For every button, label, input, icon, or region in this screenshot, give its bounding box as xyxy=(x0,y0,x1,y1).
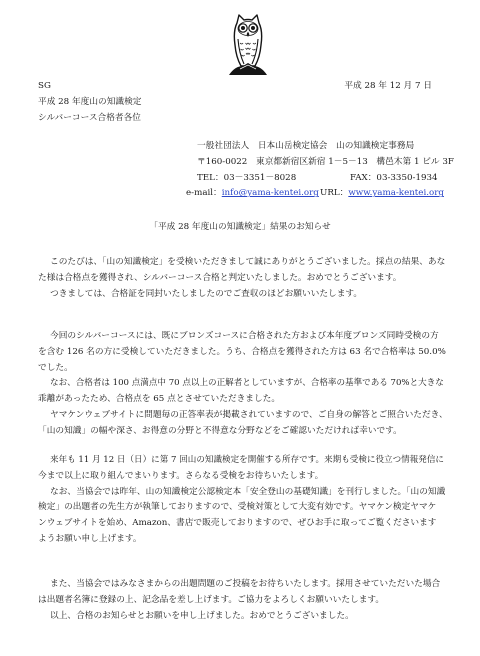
text-line: ンウェブサイトを始め、Amazon、書店で販売しておりますので、ぜひお手に取ってご覧くださいます xyxy=(38,518,437,529)
paragraph xyxy=(38,408,448,440)
text-line: なお、当協会では昨年、山の知識検定公認検定本「安全登山の基礎知識」を刊行しました。「山の知識 xyxy=(50,486,446,497)
text-line: ようお願い申し上げます。 xyxy=(38,533,142,544)
paragraph xyxy=(38,453,445,485)
email-label: e-mail： xyxy=(186,188,222,199)
addressee-line: シルバーコース合格者各位 xyxy=(38,112,141,123)
text-line: つきましては、合格証を同封いたしましたのでご査収のほどお願いいたします。 xyxy=(50,288,363,299)
letter-title-block xyxy=(0,220,480,236)
sender-address: 〒160-0022 東京都新宿区新宿 1－5－13 構邑木第 1 ビル 3F xyxy=(197,156,454,167)
text-line: このたびは、「山の知識検定」を受検いただきまして誠にありがとうございました。採点の結果、あな xyxy=(50,257,446,267)
letter-header xyxy=(38,79,141,126)
text-line: 来年も 11 月 12 日（日）に第 7 回山の知識検定を開催する所存です。来期も受検に役立つ情報発信に xyxy=(50,455,444,465)
addressee-line: 平成 28 年度山の知識検定 xyxy=(38,96,142,107)
text-line: 「山の知識」の幅や深さ、お得意の分野と不得意な分野などをご確認いただければ幸いです。 xyxy=(38,425,402,436)
sender-organization: 一般社団法人 日本山岳検定協会 山の知識検定事務局 xyxy=(197,141,415,151)
owl-icon xyxy=(228,13,268,77)
sender-email-url xyxy=(186,186,444,202)
paragraph xyxy=(38,485,445,548)
letter-date: 平成 28 年 12 月 7 日 xyxy=(344,81,432,91)
text-line: 今まで以上に取り組んでまいります。さらなる受検をお待ちいたします。 xyxy=(38,470,324,481)
email-group xyxy=(186,186,320,202)
text-line: た様は合格点を獲得され、シルバーコース合格と判定いたしました。おめでとうございます。 xyxy=(38,272,402,283)
letter-title: 「平成 28 年度山の知識検定」結果のお知らせ xyxy=(149,222,331,232)
body-section xyxy=(38,329,448,440)
email-link[interactable]: info@yama-kentei.org xyxy=(221,188,319,199)
sender-phone-fax xyxy=(197,171,438,187)
text-line: は出題者名簿に登録の上、記念品を差し上げます。ご協力をよろしくお願いいたします。 xyxy=(38,594,385,605)
document-code: SG xyxy=(38,81,51,91)
text-line: なお、合格者は 100 点満点中 70 点以上の正解者としていますが、合格率の基準である 70%と大きな xyxy=(50,378,444,389)
text-line: でした。 xyxy=(38,362,73,373)
sender-tel: TEL：03－3351－8028 xyxy=(197,172,297,183)
sender-fax: FAX：03-3350-1934 xyxy=(350,172,438,183)
paragraph xyxy=(38,609,440,625)
text-line: また、当協会ではみなさまからの出題問題のご投稿をお待ちいたします。採用させていただいた場合 xyxy=(50,579,441,589)
owl-logo xyxy=(228,13,268,77)
paragraph xyxy=(38,577,440,609)
paragraph xyxy=(38,255,445,287)
paragraph xyxy=(38,376,448,408)
text-line: を含む 126 名の方に受検していただきました。うち、合格点を獲得された方は 63 名で合格率は 50.0% xyxy=(38,346,446,357)
body-section xyxy=(38,577,440,624)
text-line: 今回のシルバーコースには、既にブロンズコースに合格された方および本年度ブロンズ同時受検の方 xyxy=(50,331,439,341)
url-label: URL： xyxy=(320,188,349,199)
text-line: ヤマケンウェブサイトに問題毎の正答率表が掲載されていますので、ご自身の解答とご照合いただき、 xyxy=(50,409,448,420)
paragraph xyxy=(38,329,448,376)
sender-block xyxy=(186,139,454,202)
text-line: 乖離があったため、合格点を 65 点とさせていただきました。 xyxy=(38,394,281,405)
body-section xyxy=(38,453,445,548)
text-line: 検定」の出題者の先生方が執筆しておりますので、受検対策として大変有効です。ヤマケン検定ヤマケ xyxy=(38,502,437,513)
website-link[interactable]: www.yama-kentei.org xyxy=(348,188,444,199)
text-line: 以上、合格のお知らせとお願いを申し上げました。おめでとうございました。 xyxy=(50,610,354,621)
body-section xyxy=(38,255,445,302)
paragraph xyxy=(38,287,445,303)
